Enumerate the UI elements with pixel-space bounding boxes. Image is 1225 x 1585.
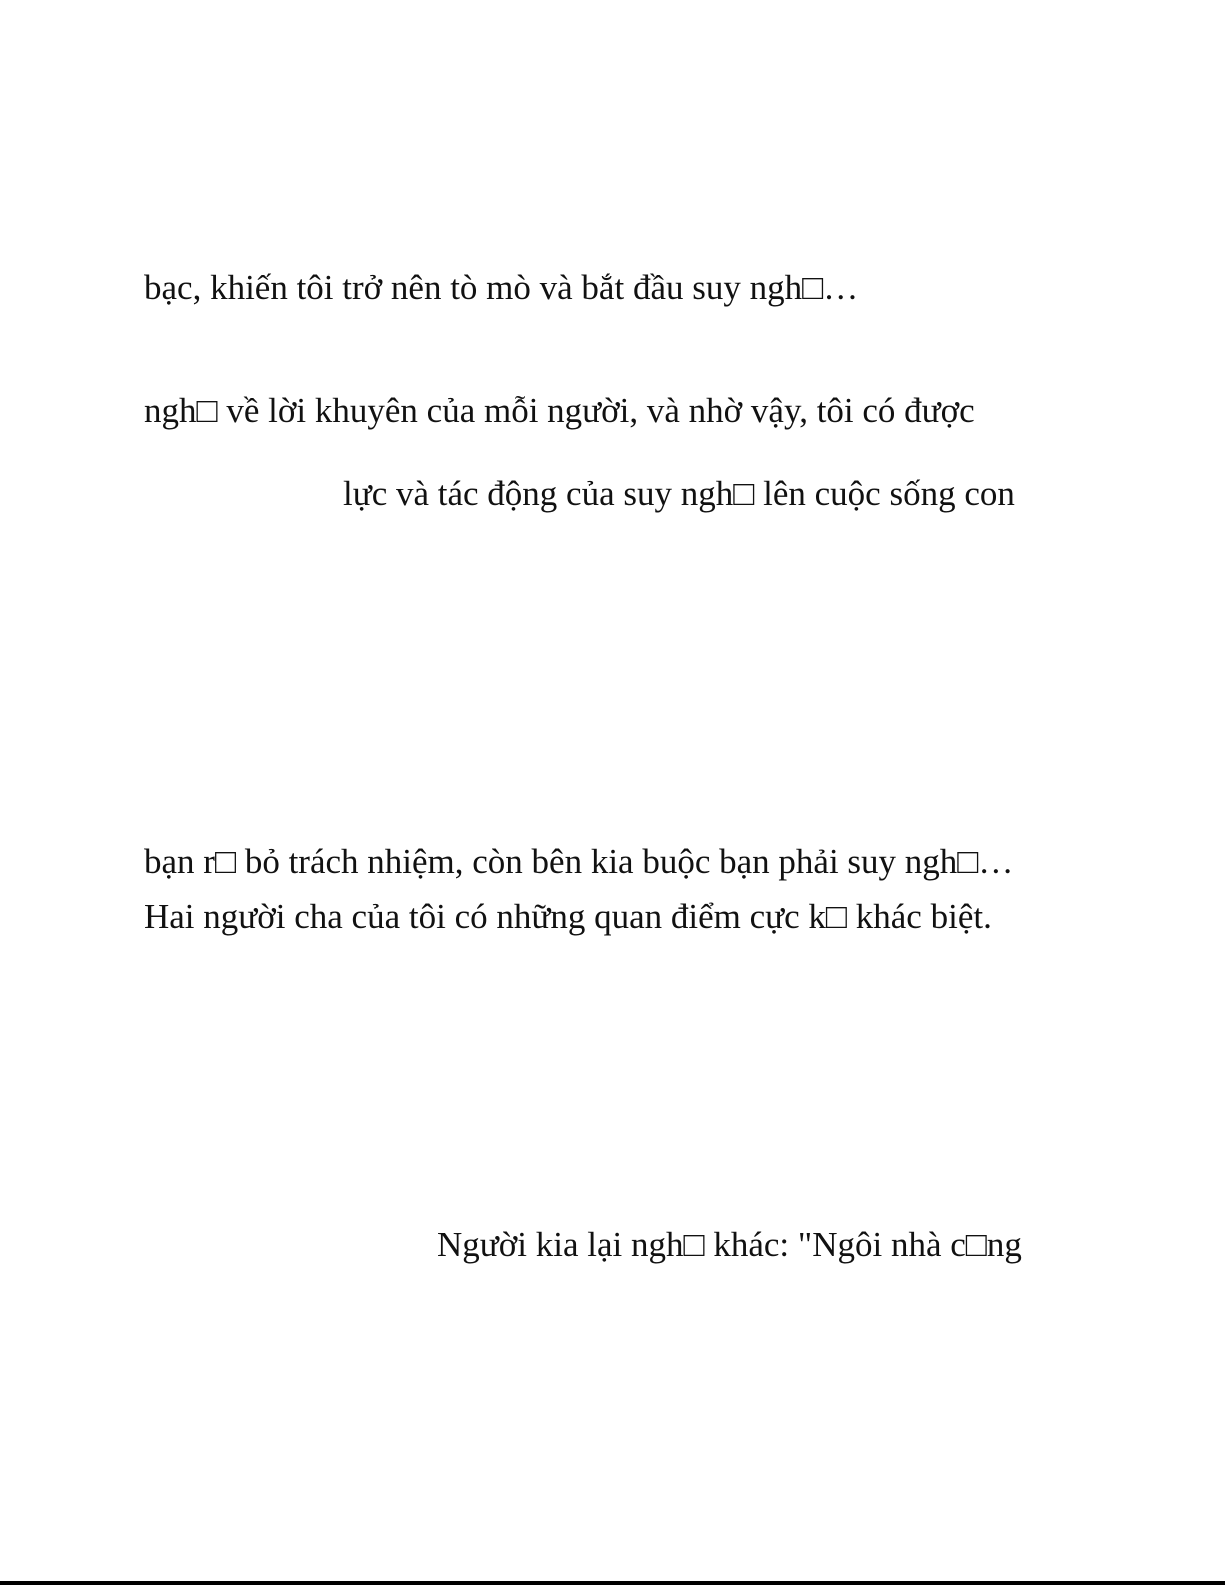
text-line-5: Hai người cha của tôi có những quan điểm cực k□ khác biệt.: [144, 897, 992, 936]
text-line-4: bạn r□ bỏ trách nhiệm, còn bên kia buộc bạn phải suy ngh□…: [144, 842, 1014, 881]
text-line-3: lực và tác động của suy ngh□ lên cuộc sống con: [343, 474, 1015, 513]
text-line-2: ngh□ về lời khuyên của mỗi người, và nhờ vậy, tôi có được: [144, 391, 975, 430]
page-bottom-border: [0, 1581, 1225, 1585]
text-line-1: bạc, khiến tôi trở nên tò mò và bắt đầu suy ngh□…: [144, 268, 859, 307]
text-line-6: Người kia lại ngh□ khác: "Ngôi nhà c□ng: [437, 1225, 1022, 1264]
